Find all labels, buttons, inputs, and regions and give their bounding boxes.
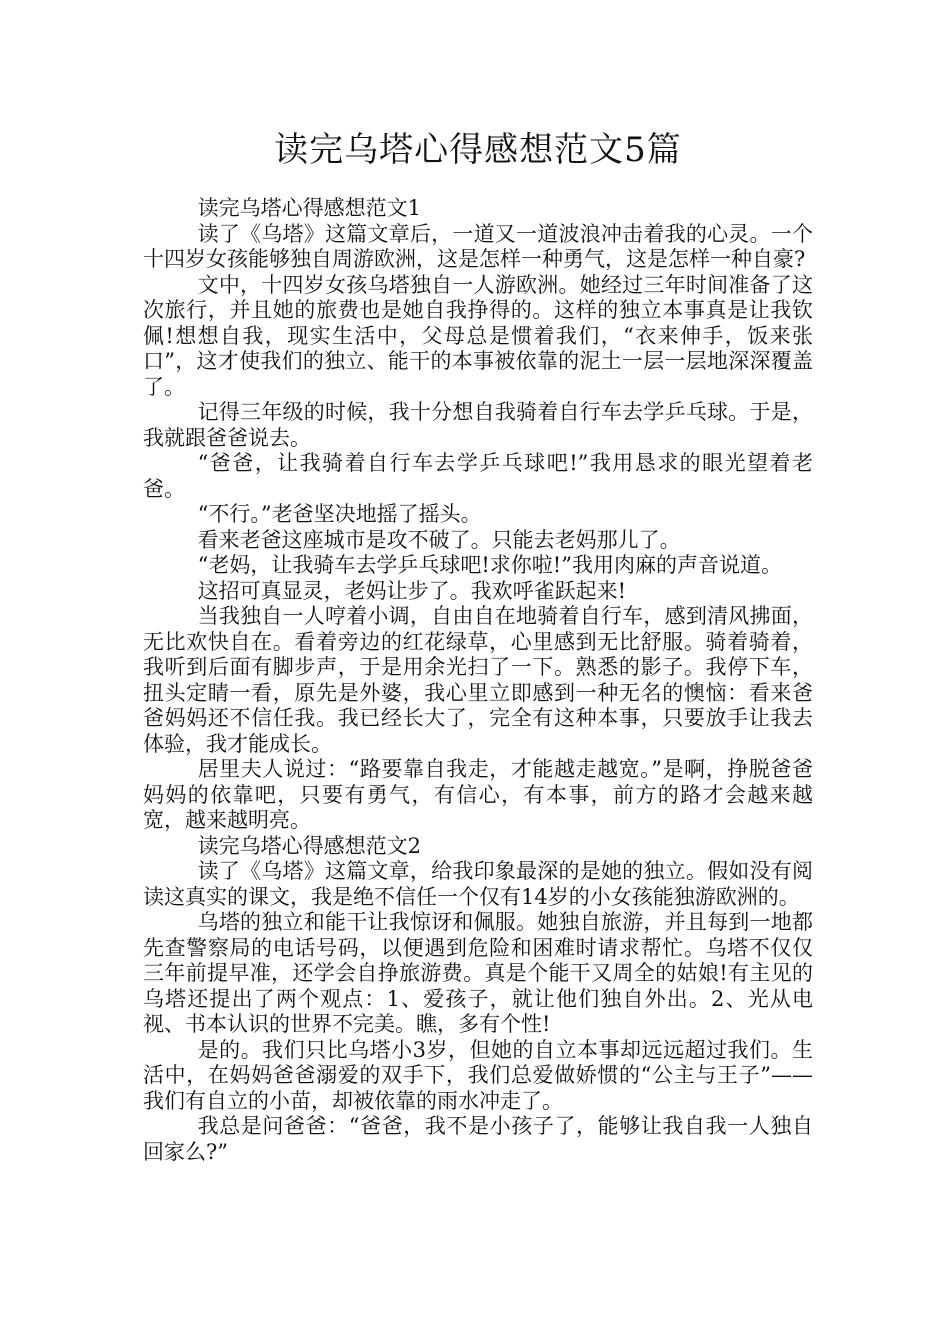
paragraph: 读了《乌塔》这篇文章，给我印象最深的是她的独立。假如没有阅读这真实的课文，我是绝不信任一个仅有14岁的小女孩能独游欧洲的。 (143, 859, 813, 909)
paragraph: “爸爸，让我骑着自行车去学乒乓球吧!”我用恳求的眼光望着老爸。 (143, 451, 813, 501)
paragraph: 是的。我们只比乌塔小3岁，但她的自立本事却远远超过我们。生活中，在妈妈爸爸溺爱的双手下，我们总爱做娇惯的“公主与王子”——我们有自立的小苗，却被依靠的雨水冲走了。 (143, 1037, 813, 1113)
paragraph: 文中，十四岁女孩乌塔独自一人游欧洲。她经过三年时间准备了这次旅行，并且她的旅费也是她自我挣得的。这样的独立本事真是让我钦佩!想想自我，现实生活中，父母总是惯着我们，“衣来伸手，饭来张口”，这才使我们的独立、能干的本事被依靠的泥土一层一层地深深覆盖了。 (143, 272, 813, 399)
document-body (143, 196, 813, 1165)
paragraph: “不行。”老爸坚决地摇了摇头。 (197, 502, 482, 526)
section-heading: 读完乌塔心得感想范文2 (197, 833, 421, 858)
paragraph: 记得三年级的时候，我十分想自我骑着自行车去学乒乓球。于是，我就跟爸爸说去。 (143, 400, 813, 450)
paragraph: 当我独自一人哼着小调，自由自在地骑着自行车，感到清风拂面，无比欢快自在。看着旁边的红花绿草，心里感到无比舒服。骑着骑着，我听到后面有脚步声，于是用余光扫了一下。熟悉的影子。我停下车，扭头定睛一看，原先是外婆，我心里立即感到一种无名的懊恼：看来爸爸妈妈还不信任我。我已经长大了，完全有这种本事，只要放手让我去体验，我才能成长。 (143, 604, 813, 756)
paragraph: 我总是问爸爸：“爸爸，我不是小孩子了，能够让我自我一人独自回家么?” (143, 1114, 813, 1164)
paragraph: 看来老爸这座城市是攻不破了。只能去老妈那儿了。 (197, 527, 681, 552)
paragraph: 乌塔的独立和能干让我惊讶和佩服。她独自旅游，并且每到一地都先查警察局的电话号码，以便遇到危险和困难时请求帮忙。乌塔不仅仅三年前提早准，还学会自挣旅游费。真是个能干又周全的姑娘!有主见的乌塔还提出了两个观点：1、爱孩子，就让他们独自外出。2、光从电视、书本认识的世界不完美。瞧，多有个性! (143, 910, 813, 1036)
document-title: 读完乌塔心得感想范文5篇 (274, 130, 682, 170)
paragraph: 读了《乌塔》这篇文章后，一道又一道波浪冲击着我的心灵。一个十四岁女孩能够独自周游欧洲，这是怎样一种勇气，这是怎样一种自豪? (143, 221, 813, 271)
paragraph: 居里夫人说过：“路要靠自我走，才能越走越宽。”是啊，挣脱爸爸妈妈的依靠吧，只要有勇气，有信心，有本事，前方的路才会越来越宽，越来越明亮。 (143, 757, 813, 832)
section-heading: 读完乌塔心得感想范文1 (197, 196, 421, 220)
paragraph: “老妈，让我骑车去学乒乓球吧!求你啦!”我用肉麻的声音说道。 (197, 553, 782, 577)
paragraph: 这招可真显灵，老妈让步了。我欢呼雀跃起来! (197, 578, 627, 603)
